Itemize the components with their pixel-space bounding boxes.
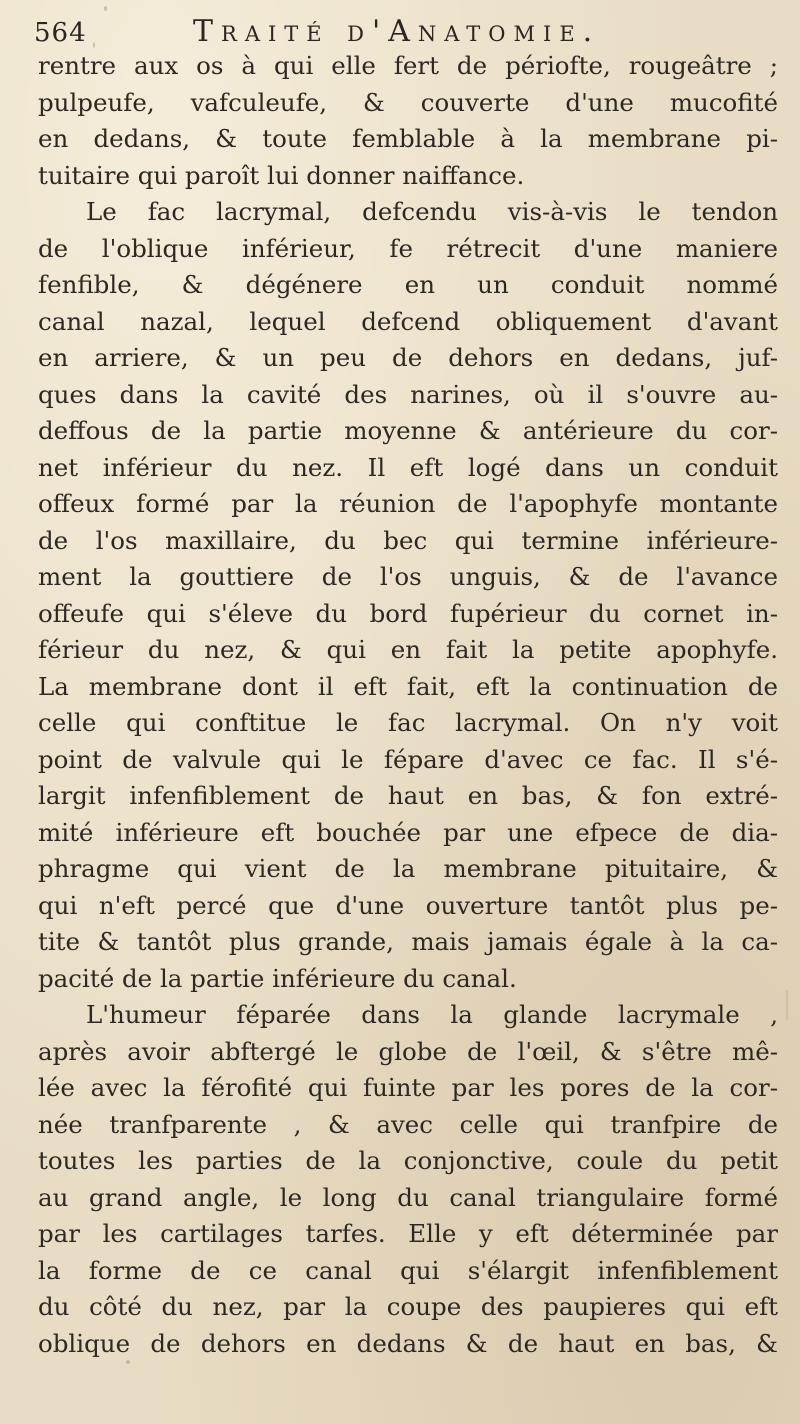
page-number: 564 bbox=[34, 18, 87, 48]
text-line: largit infenfiblement de haut en bas, & fon extré- bbox=[38, 781, 778, 810]
running-title: Traité d'Anatomie. bbox=[193, 14, 601, 49]
text-line: par les cartilages tarfes. Elle y eft déterminée par bbox=[38, 1219, 778, 1248]
paper-speck bbox=[786, 990, 788, 1020]
text-line: après avoir abftergé le globe de l'œil, & s'être mê- bbox=[38, 1036, 778, 1066]
text-line: du côté du nez, par la coupe des paupieres qui eft bbox=[38, 1292, 778, 1321]
text-line: offeufe qui s'éleve du bord fupérieur du cornet in- bbox=[38, 598, 778, 628]
text-line: pulpeufe, vafculeufe, & couverte d'une mucofité bbox=[38, 87, 778, 117]
text-line: toutes les parties de la conjonctive, coule du petit bbox=[38, 1146, 778, 1175]
body-text bbox=[38, 48, 778, 1362]
paper-speck bbox=[93, 42, 95, 48]
text-line: qui n'eft percé que d'une ouverture tantôt plus pe- bbox=[38, 890, 778, 920]
text-line: phragme qui vient de la membrane pituitaire, & bbox=[38, 854, 778, 883]
text-line: L'humeur féparée dans la glande lacrymale , bbox=[86, 1000, 778, 1029]
text-line: ment la gouttiere de l'os unguis, & de l'avance bbox=[38, 562, 778, 591]
text-line: de l'oblique inférieur, fe rétrecit d'une maniere bbox=[38, 233, 778, 263]
text-line: la forme de ce canal qui s'élargit infenfiblement bbox=[38, 1255, 778, 1285]
text-line: ques dans la cavité des narines, où il s'ouvre au- bbox=[38, 379, 778, 409]
text-line: férieur du nez, & qui en fait la petite apophyfe. bbox=[38, 635, 778, 664]
text-line: en arriere, & un peu de dehors en dedans, juf- bbox=[38, 343, 778, 372]
text-line: deffous de la partie moyenne & antérieure du cor- bbox=[38, 416, 778, 445]
text-line: net inférieur du nez. Il eft logé dans un conduit bbox=[38, 452, 778, 482]
text-line: tite & tantôt plus grande, mais jamais égale à la ca- bbox=[38, 927, 778, 956]
text-line: mité inférieure eft bouchée par une efpece de dia- bbox=[38, 817, 778, 847]
text-line: née tranfparente , & avec celle qui tranfpire de bbox=[38, 1109, 778, 1139]
text-line: au grand angle, le long du canal triangulaire formé bbox=[38, 1182, 778, 1212]
text-line: tuitaire qui paroît lui donner naiffance. bbox=[38, 160, 525, 190]
text-line: en dedans, & toute femblable à la membrane pi- bbox=[38, 124, 778, 153]
paper-speck bbox=[104, 6, 107, 11]
text-line: point de valvule qui le fépare d'avec ce fac. Il s'é- bbox=[38, 744, 778, 774]
text-line: Le fac lacrymal, defcendu vis-à-vis le tendon bbox=[86, 197, 778, 226]
text-line: lée avec la férofité qui fuinte par les pores de la cor- bbox=[38, 1073, 778, 1102]
text-line: oblique de dehors en dedans & de haut en bas, & bbox=[38, 1328, 778, 1358]
text-line: offeux formé par la réunion de l'apophyfe montante bbox=[38, 489, 778, 518]
text-line: celle qui conftitue le fac lacrymal. On n'y voit bbox=[38, 708, 778, 737]
text-line: fenfible, & dégénere en un conduit nommé bbox=[38, 270, 778, 299]
text-line: La membrane dont il eft fait, eft la continuation de bbox=[38, 671, 778, 701]
text-line: rentre aux os à qui elle fert de périofte, rougeâtre ; bbox=[38, 51, 778, 80]
text-line: de l'os maxillaire, du bec qui termine inférieure- bbox=[38, 525, 778, 555]
text-line: pacité de la partie inférieure du canal. bbox=[38, 963, 517, 993]
paper-speck bbox=[126, 1360, 130, 1364]
text-line: canal nazal, lequel defcend obliquement d'avant bbox=[38, 306, 778, 336]
